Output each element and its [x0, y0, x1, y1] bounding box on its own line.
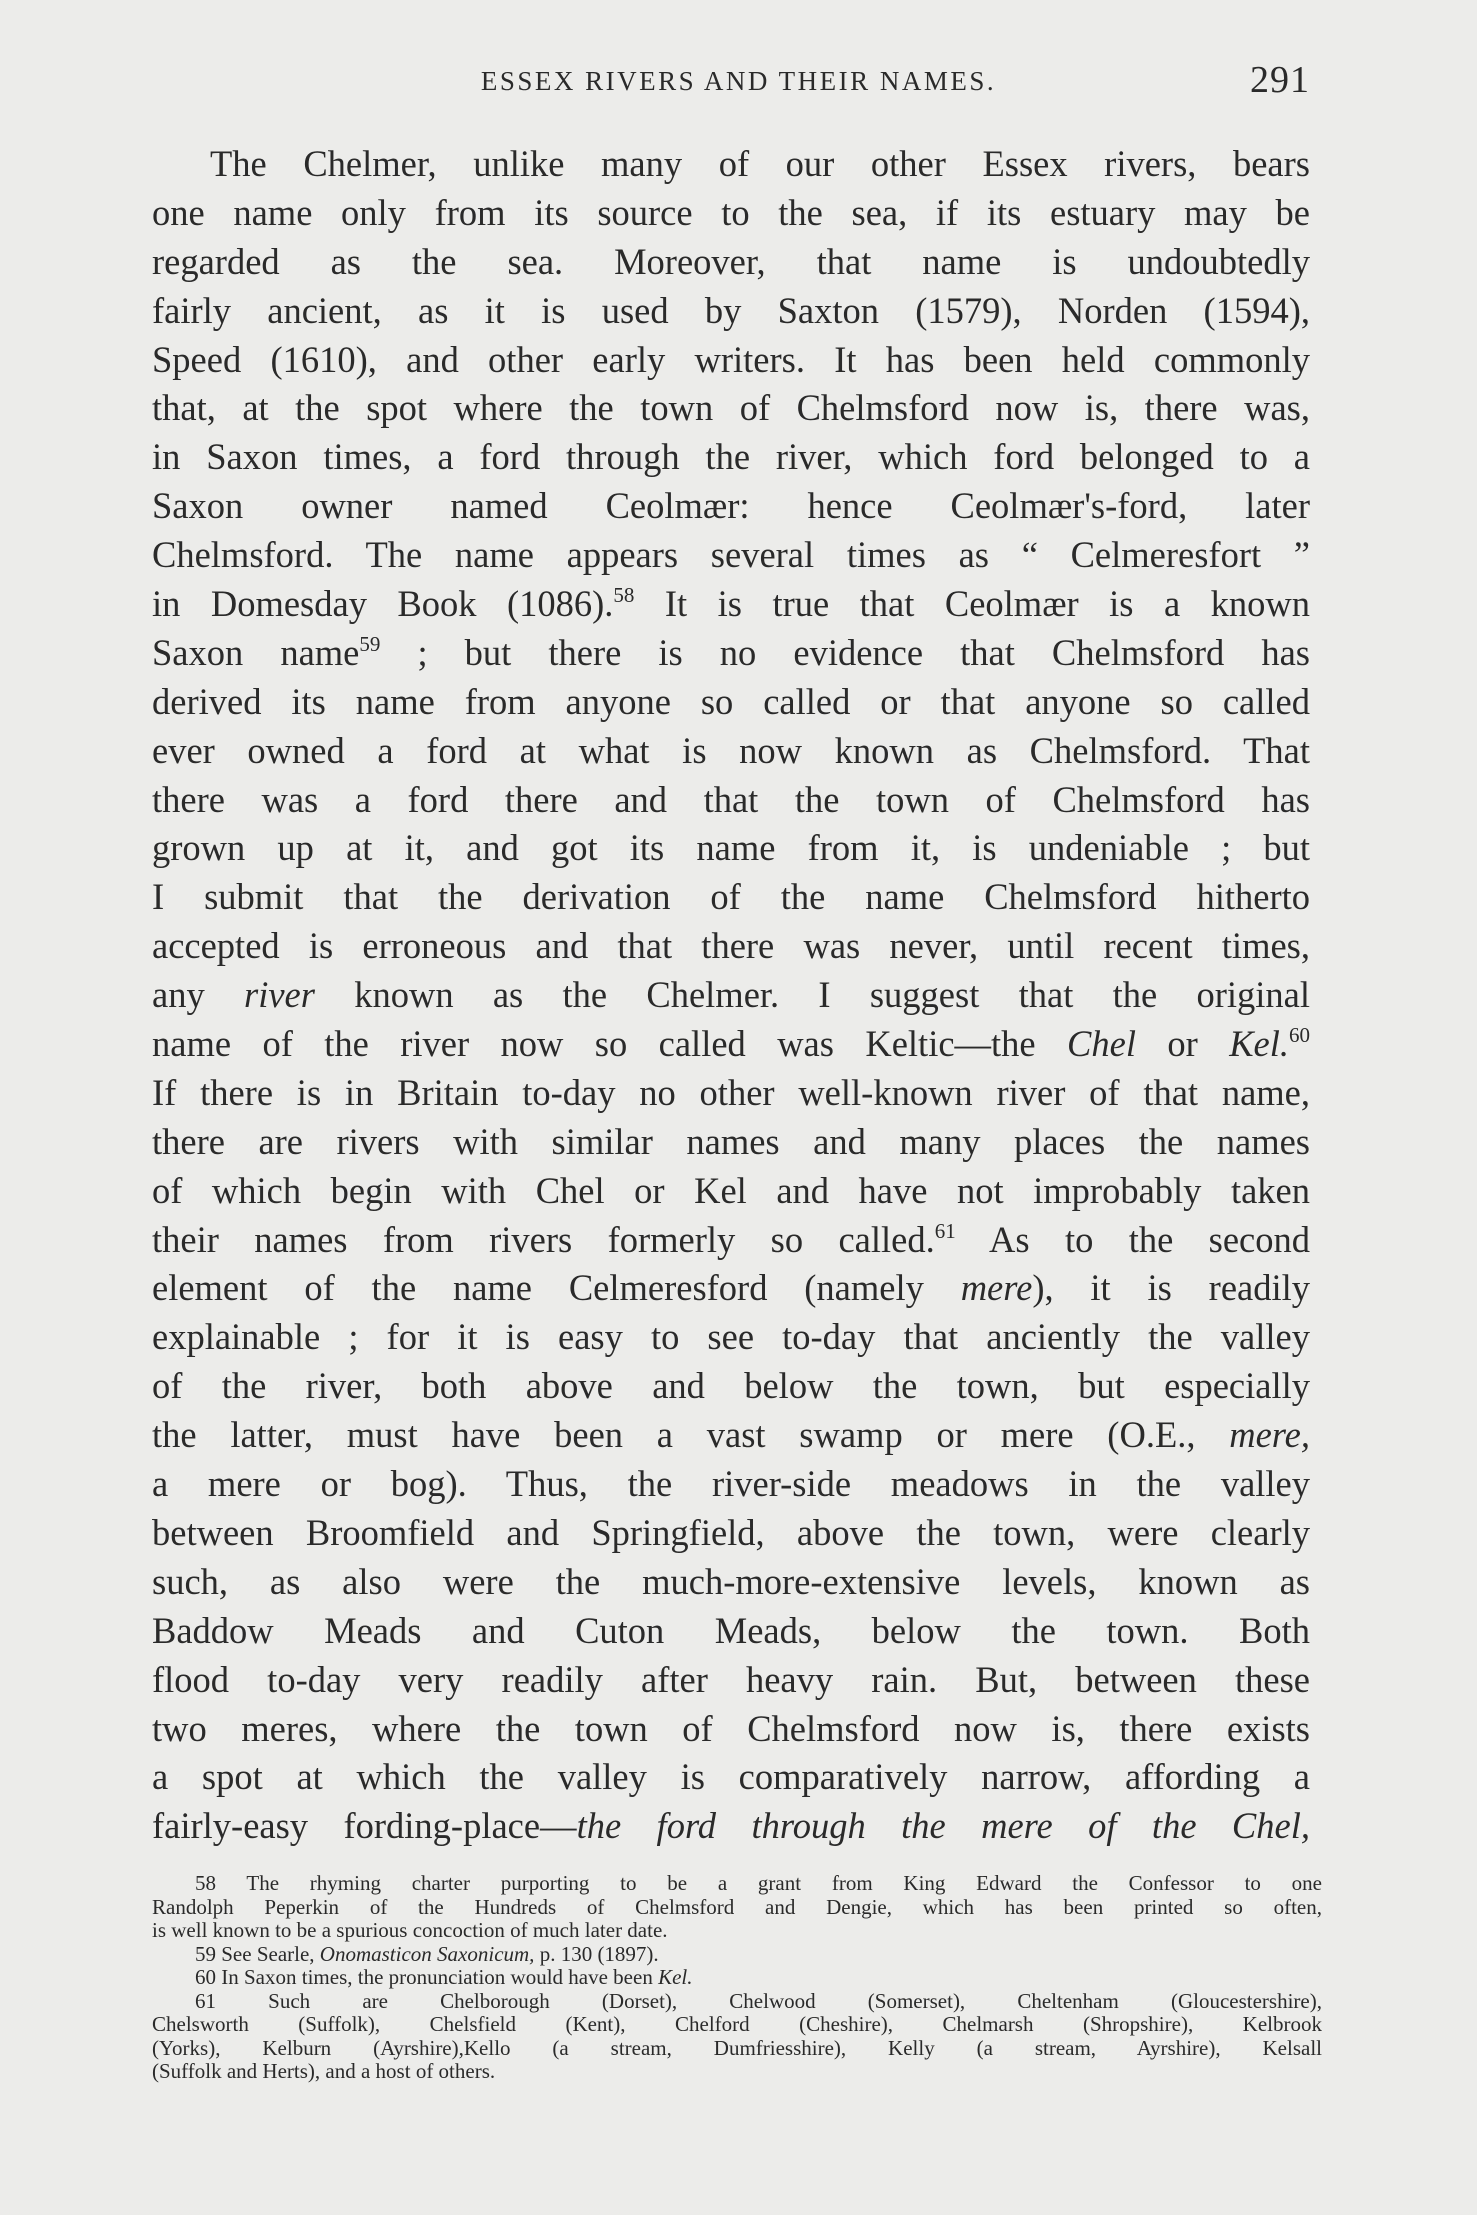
body-line	[152, 1020, 1310, 1069]
running-title: ESSEX RIVERS AND THEIR NAMES.	[480, 66, 997, 96]
body-line	[152, 1411, 1310, 1460]
body-line: Speed (1610), and other early writers. It has been held commonly	[152, 338, 1310, 380]
body-text-span: their names from rivers formerly so called.	[152, 1218, 935, 1260]
italic-term: Chel	[1067, 1023, 1136, 1065]
body-text-span: It is true that Ceolmær is a known	[634, 583, 1310, 625]
italic-term: mere	[960, 1267, 1033, 1309]
footnote-61-line: Chelsworth (Suffolk), Chelsfield (Kent), Chelford (Cheshire), Chelmarsh (Shropshire), Kelbrook	[152, 2012, 1322, 2036]
body-text-span: Saxon name	[152, 631, 360, 673]
body-line: ever owned a ford at what is now known as Chelmsford. That	[152, 729, 1310, 771]
body-line: of which begin with Chel or Kel and have not improbably taken	[152, 1169, 1310, 1211]
italic-term: Kel.	[1229, 1023, 1289, 1065]
footnote-58-line: 58 The rhyming charter purporting to be a grant from King Edward the Confessor to one	[195, 1871, 1322, 1895]
body-line: of the river, both above and below the town, but especially	[152, 1365, 1310, 1407]
footnote-ref-61: 61	[934, 1218, 956, 1243]
body-line: If there is in Britain to-day no other well-known river of that name,	[152, 1071, 1310, 1113]
body-line: such, as also were the much-more-extensive levels, known as	[152, 1560, 1310, 1602]
body-line: one name only from its source to the sea, if its estuary may be	[152, 191, 1310, 233]
body-text-span: As to the second	[955, 1218, 1310, 1260]
body-text-span: ), it is readily	[1032, 1267, 1310, 1309]
body-text-span: fairly-easy fording-place—	[152, 1805, 577, 1847]
body-text-span: any	[152, 974, 244, 1016]
footnote-text: 60 In Saxon times, the pronunciation would have been	[195, 1965, 659, 1989]
body-line: a spot at which the valley is comparatively narrow, affording a	[152, 1756, 1310, 1798]
running-head	[0, 0, 1477, 140]
body-line: accepted is erroneous and that there was never, until recent times,	[152, 925, 1310, 967]
footnote-58-line: is well known to be a spurious concoction of much later date.	[152, 1918, 668, 1942]
body-line: there was a ford there and that the town of Chelmsford has	[152, 778, 1310, 820]
body-line	[152, 971, 1310, 1020]
body-line: fairly ancient, as it is used by Saxton (1579), Norden (1594),	[152, 289, 1310, 331]
body-text-span: ; but there is no evidence that Chelmsford has	[380, 631, 1311, 673]
footnotes	[152, 1872, 1322, 2084]
footnote-61-line: (Suffolk and Herts), and a host of others.	[152, 2059, 496, 2083]
body-line	[152, 1216, 1310, 1265]
body-line: The Chelmer, unlike many of our other Essex rivers, bears	[210, 143, 1310, 184]
body-line: grown up at it, and got its name from it, is undeniable ; but	[152, 827, 1310, 869]
body-line: Chelmsford. The name appears several times as “ Celmeresfort ”	[152, 534, 1310, 576]
body-line: in Saxon times, a ford through the river, which ford belonged to a	[152, 436, 1310, 478]
page-number: 291	[1250, 59, 1310, 101]
footnote-60	[152, 1966, 1322, 1990]
body-text-span: known as the Chelmer. I suggest that the original	[314, 974, 1311, 1016]
body-line	[152, 629, 1310, 678]
body-line	[152, 1802, 1310, 1851]
footnote-ref-58: 58	[613, 583, 635, 608]
body-text-span: or	[1135, 1023, 1230, 1065]
body-text	[152, 140, 1310, 1851]
footnote-ref-59: 59	[359, 631, 381, 656]
body-line: I submit that the derivation of the name Chelmsford hitherto	[152, 876, 1310, 918]
footnote-61-line: 61 Such are Chelborough (Dorset), Chelwood (Somerset), Cheltenham (Gloucestershire),	[195, 1988, 1322, 2013]
body-line: two meres, where the town of Chelmsford now is, there exists	[152, 1707, 1310, 1749]
footnote-text: p. 130 (1897).	[534, 1941, 659, 1966]
body-line: Baddow Meads and Cuton Meads, below the town. Both	[152, 1609, 1310, 1651]
body-line: derived its name from anyone so called or that anyone so called	[152, 680, 1310, 722]
body-line: a mere or bog). Thus, the river-side meadows in the valley	[152, 1463, 1310, 1505]
body-text-span: element of the name Celmeresford (namely	[152, 1267, 961, 1309]
body-text-span: in Domesday Book (1086).	[152, 583, 614, 625]
footnote-61-line: (Yorks), Kelburn (Ayrshire),Kello (a stream, Dumfriesshire), Kelly (a stream, Ayrshire), Kelsall	[152, 2035, 1322, 2060]
footnote-59	[152, 1943, 1322, 1967]
italic-term: the ford through the mere of the Chel,	[576, 1805, 1310, 1847]
body-line: flood to-day very readily after heavy rain. But, between these	[152, 1658, 1310, 1700]
italic-term: river	[243, 974, 315, 1016]
body-text-span: the latter, must have been a vast swamp or mere (O.E.,	[152, 1414, 1230, 1456]
body-line	[152, 580, 1310, 629]
body-line: there are rivers with similar names and many places the names	[152, 1120, 1310, 1162]
body-line: Saxon owner named Ceolmær: hence Ceolmær's-ford, later	[152, 485, 1310, 527]
italic-term: mere,	[1229, 1414, 1310, 1456]
footnote-italic: Kel.	[658, 1965, 693, 1989]
body-line	[152, 1264, 1310, 1313]
body-line: between Broomfield and Springfield, above the town, were clearly	[152, 1511, 1310, 1553]
footnote-text: 59 See Searle,	[195, 1941, 320, 1966]
body-line: explainable ; for it is easy to see to-day that anciently the valley	[152, 1316, 1310, 1358]
footnote-ref-60: 60	[1289, 1023, 1310, 1048]
footnote-italic: Onomasticon Saxonicum,	[319, 1941, 535, 1966]
body-line: that, at the spot where the town of Chelmsford now is, there was,	[152, 387, 1310, 429]
footnote-58-line: Randolph Peperkin of the Hundreds of Chelmsford and Dengie, which has been printed so often,	[152, 1894, 1322, 1919]
body-text-span: name of the river now so called was Keltic—the	[152, 1023, 1068, 1065]
body-line: regarded as the sea. Moreover, that name is undoubtedly	[152, 240, 1310, 282]
